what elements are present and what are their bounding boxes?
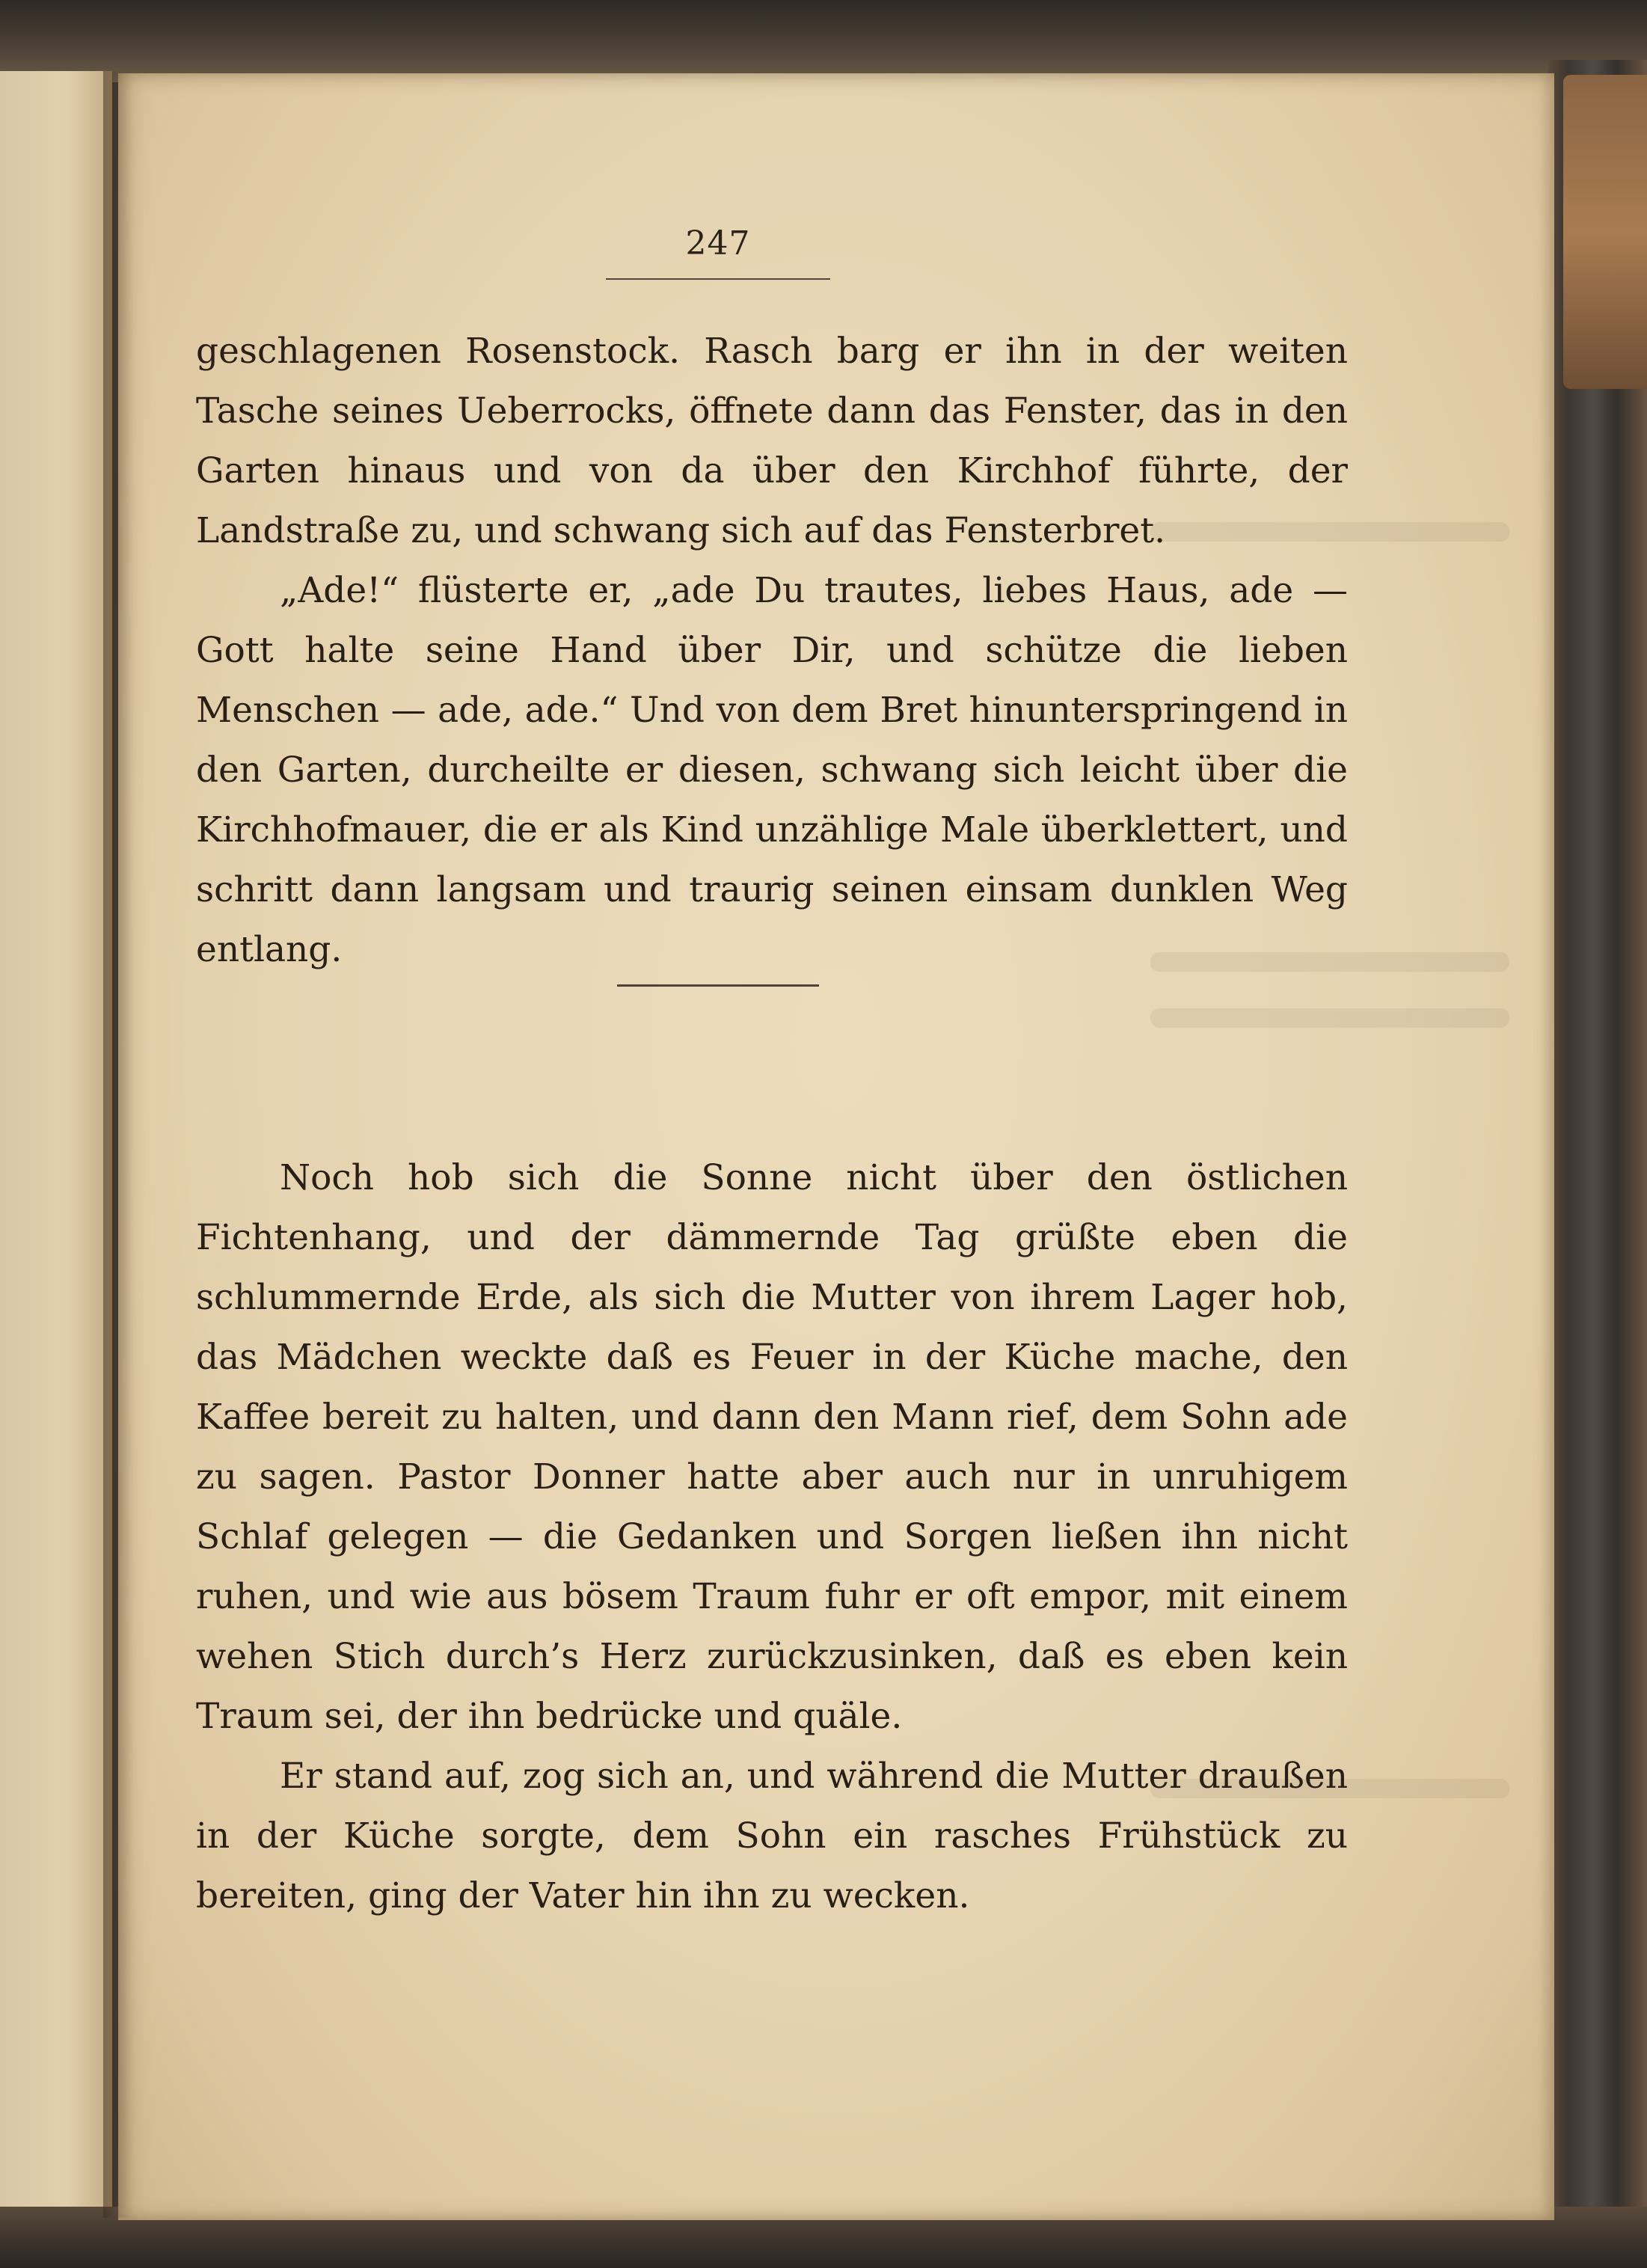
paragraph: Noch hob sich die Sonne nicht über den östlichen Fichtenhang, und der dämmernde Tag grüßte eben die schlummernde Erde, als sich die Mutter von ihrem Lager hob, das Mädchen weckte daß es Feuer in der Küche mache, den Kaffee bereit zu halten, und dann den Mann rief, dem Sohn ade zu sagen. Pastor Donner hatte aber auch nur in unruhigem Schlaf gelegen — die Gedanken und Sorgen ließen ihn nicht ruhen, und wie aus bösem Traum fuhr er oft empor, mit einem wehen Stich durch’s Herz zurückzusinken, daß es eben kein Traum sei, der ihn bedrücke und quäle. xyxy=(196,1157,1348,1737)
section-break-rule xyxy=(617,984,819,987)
gutter-shadow xyxy=(103,71,133,2218)
page-number: 247 xyxy=(685,224,751,263)
paragraph: „Ade!“ flüsterte er, „ade Du trautes, liebes Haus, ade — Gott halte seine Hand über Dir, und schütze die lieben Menschen — ade, ade.“ Und von dem Bret hinunterspringend in den Garten, durcheilte er diesen, schwang sich leicht über die Kirchhofmauer, die er als Kind unzählige Male überklettert, und schritt dann langsam und traurig seinen einsam dunklen Weg entlang. xyxy=(196,570,1348,970)
paragraph: Er stand auf, zog sich an, und während die Mutter draußen in der Küche sorgte, dem Sohn ein rasches Frühstück zu bereiten, ging der Vater hin ihn zu wecken. xyxy=(196,1756,1348,1916)
text-section-before-break xyxy=(196,322,1348,980)
book-cover-top-edge xyxy=(0,0,1647,82)
header-rule xyxy=(606,278,830,280)
show-through-mark xyxy=(1150,1008,1509,1028)
previous-page-edge xyxy=(0,71,112,2218)
leather-corner xyxy=(1563,75,1647,389)
text-section-after-break xyxy=(196,1148,1348,1926)
paragraph: geschlagenen Rosenstock. Rasch barg er ihn in der weiten Tasche seines Ueberrocks, öffnete dann das Fenster, das in den Garten hinaus und von da über den Kirchhof führte, der Landstraße zu, und schwang sich auf das Fensterbret. xyxy=(196,331,1348,551)
